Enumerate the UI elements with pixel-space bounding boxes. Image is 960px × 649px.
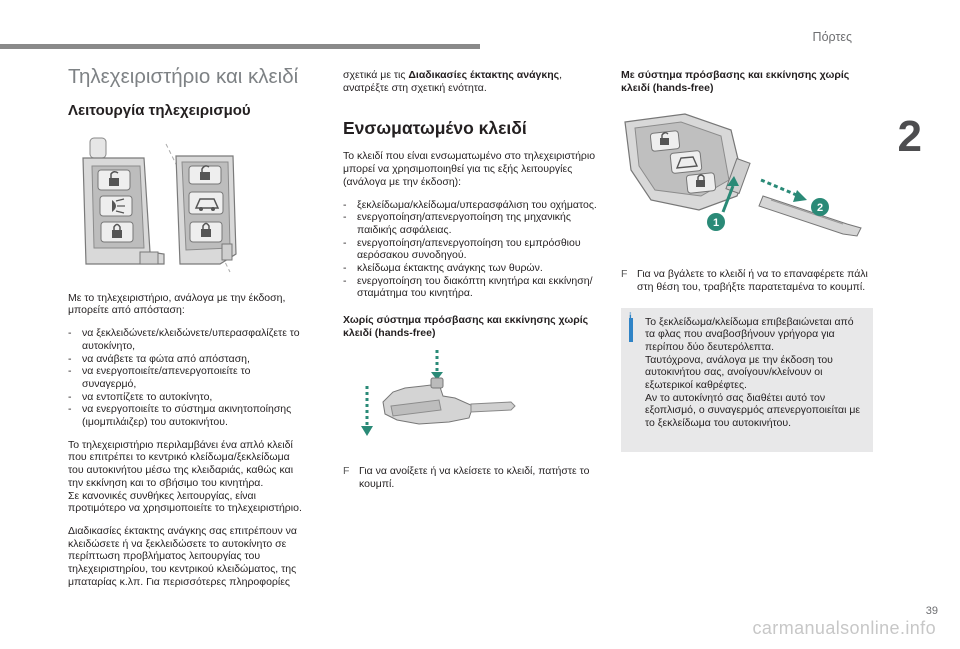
list-item: - να ανάβετε τα φώτα από απόσταση,: [68, 353, 306, 366]
note-symbol: F: [621, 268, 628, 281]
text: , ανατρέξτε στη σχετική ενότητα.: [343, 69, 563, 94]
subhead-with-hands-free: Με σύστημα πρόσβασης και εκκίνησης χωρίς κλειδί (hands-free): [621, 69, 850, 94]
callout-1-label: 1: [712, 217, 720, 230]
note-text: Για να ανοίξετε ή να κλείσετε το κλειδί, πατήστε το κουμπί.: [359, 465, 590, 490]
info-bar: [629, 318, 633, 342]
column-2: [343, 69, 598, 505]
callout-2: [811, 198, 829, 216]
text: σχετικά με τις: [343, 69, 409, 81]
flip-key-fob-illustration: [83, 138, 164, 264]
column-1: [68, 66, 306, 598]
list-item: - κλείδωμα έκτακτης ανάγκης των θυρών.: [343, 262, 598, 275]
paragraph-text: Σε κανονικές συνθήκες λειτουργίας, είναι προτιμότερο να χρησιμοποιείτε το τηλεχειριστήριο.: [68, 489, 302, 515]
hands-free-key-figure: [621, 100, 873, 254]
column-3: [621, 69, 873, 452]
section-label: Πόρτες: [812, 30, 852, 44]
note-text: Για να βγάλετε το κλειδί ή να το επαναφέρετε πάλι στη θέση του, τραβήξτε παρατεταμένα το κουμπί.: [637, 268, 868, 293]
remove-key-note: [621, 268, 873, 293]
flip-key-fob-illustration: [383, 378, 515, 424]
top-rule: [0, 44, 480, 49]
page-number: 39: [925, 605, 938, 617]
list-item: - ενεργοποίηση/απενεργοποίηση του εμπρόσθιου αερόσακου συνοδηγού.: [343, 237, 598, 262]
remote-keys-figure: [68, 136, 306, 280]
callout-2-label: 2: [816, 202, 824, 215]
emergency-paragraph: Διαδικασίες έκτακτης ανάγκης σας επιτρέπουν να κλειδώσετε ή να ξεκλειδώσετε το αυτοκίνητο σε περίπτωση προβλήματος λειτουργίας του τηλεχειριστηρίου, του κεντρικού κλειδώματος, της μπαταρίας κ.λπ. Για περισσότερες πληροφορίες: [68, 524, 297, 588]
remote-intro: Με το τηλεχειριστήριο, ανάλογα με την έκδοση, μπορείτε από απόσταση:: [68, 291, 286, 317]
section-title-integral-key: Ενσωματωμένο κλειδί: [343, 118, 527, 139]
emergency-continuation: [343, 69, 598, 94]
remote-functions-list: [68, 327, 306, 429]
list-item: - να ενεργοποιείτε το σύστημα ακινητοποίησης (ιμομπιλάιζερ) του αυτοκινήτου.: [68, 403, 306, 428]
flip-key-note: [343, 465, 598, 490]
info-box: [621, 308, 873, 452]
page-title: Τηλεχειριστήριο και κλειδί: [68, 65, 299, 88]
subhead-without-hands-free: Χωρίς σύστημα πρόσβασης και εκκίνησης χωρίς κλειδί (hands-free): [343, 314, 589, 339]
remote-key-paragraph: [68, 439, 306, 515]
chapter-number: 2: [897, 112, 922, 161]
info-text: [631, 316, 863, 430]
hands-free-fob-illustration: [176, 156, 236, 264]
section-title-remote: Λειτουργία τηλεχειρισμού: [68, 102, 251, 119]
list-item: - ξεκλείδωμα/κλείδωμα/υπερασφάλιση του οχήματος.: [343, 199, 598, 212]
list-item: - να ξεκλειδώνετε/κλειδώνετε/υπερασφαλίζετε το αυτοκίνητο,: [68, 327, 306, 352]
list-item: - να εντοπίζετε το αυτοκίνητο,: [68, 391, 306, 404]
callout-1: [707, 213, 725, 231]
info-paragraph: Το ξεκλείδωμα/κλείδωμα επιβεβαιώνεται από τα φλας που αναβοσβήνουν γρήγορα για περίπου δύο δευτερόλεπτα.: [645, 315, 854, 353]
arrow-icon: [361, 386, 373, 436]
note-symbol: F: [343, 465, 350, 478]
emergency-procedures-ref: Διαδικασίες έκτακτης ανάγκης: [408, 69, 560, 81]
integral-key-intro: Το κλειδί που είναι ενσωματωμένο στο τηλεχειριστήριο μπορεί να χρησιμοποιηθεί για τις εξής λειτουργίες (ανάλογα με την έκδοση):: [343, 150, 596, 188]
watermark: carmanualsonline.info: [752, 618, 936, 638]
metal-key-blade-illustration: [759, 196, 861, 236]
integral-key-functions-list: [343, 199, 598, 301]
flip-key-figure: [343, 348, 598, 452]
paragraph-text: Το τηλεχειριστήριο περιλαμβάνει ένα απλό κλειδί που επιτρέπει το κεντρικό κλείδωμα/ξεκλείδωμα του αυτοκινήτου μέσω της κλειδαριάς, καθώς και την εκκίνηση και το σβήσιμο του κινητήρα.: [68, 438, 294, 489]
info-paragraph: Ταυτόχρονα, ανάλογα με την έκδοση του αυτοκινήτου σας, ανοίγουν/κλείνουν οι εξωτερικοί καθρέφτες.: [645, 353, 833, 392]
arrow-icon: [431, 350, 443, 380]
info-paragraph: Αν το αυτοκίνητό σας διαθέτει αυτό τον εξοπλισμό, ο συναγερμός απενεργοποιείται με το ξεκλείδωμα του αυτοκινήτου.: [645, 391, 861, 430]
list-item: - ενεργοποίηση/απενεργοποίηση της μηχανικής παιδικής ασφάλειας.: [343, 211, 598, 236]
list-item: - ενεργοποίηση του διακόπτη κινητήρα και εκκίνηση/σταμάτημα του κινητήρα.: [343, 275, 598, 300]
list-item: - να ενεργοποιείτε/απενεργοποιείτε το συναγερμό,: [68, 365, 306, 390]
hands-free-fob-illustration: [625, 114, 750, 210]
